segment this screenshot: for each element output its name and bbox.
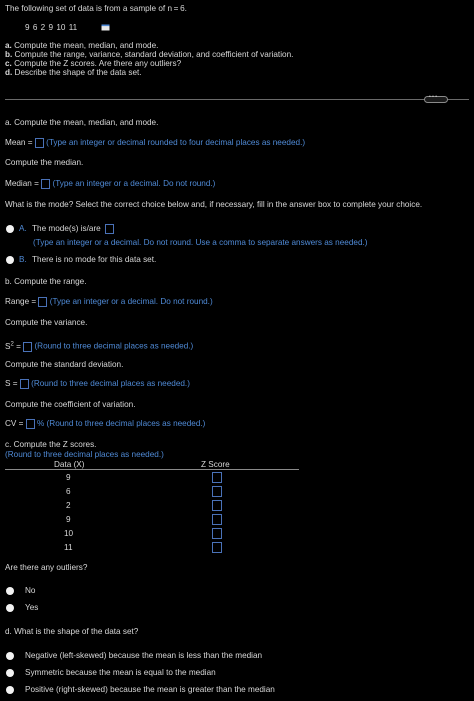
table-icon[interactable] bbox=[101, 24, 110, 31]
column-header-z-score: Z Score bbox=[201, 460, 230, 469]
range-input[interactable] bbox=[38, 297, 47, 307]
section-divider bbox=[5, 99, 469, 100]
z-score-input[interactable] bbox=[212, 514, 222, 525]
variance-input[interactable] bbox=[23, 342, 32, 352]
mode-choice-b[interactable]: B. There is no mode for this data set. bbox=[19, 255, 157, 264]
z-score-hint: (Round to three decimal places as needed.) bbox=[5, 450, 164, 459]
shape-symmetric-radio[interactable] bbox=[6, 669, 14, 677]
sd-row bbox=[5, 379, 190, 389]
table-header-rule bbox=[5, 469, 299, 470]
shape-positive-label[interactable]: Positive (right-skewed) because the mean is greater than the median bbox=[25, 685, 275, 694]
variance-row bbox=[5, 339, 193, 352]
part-a-summary: a. Compute the mean, median, and mode. bbox=[5, 41, 159, 50]
median-label: Median = bbox=[5, 179, 39, 189]
cv-prompt: Compute the coefficient of variation. bbox=[5, 400, 136, 409]
median-prompt: Compute the median. bbox=[5, 158, 84, 167]
outlier-prompt: Are there any outliers? bbox=[5, 563, 88, 572]
mode-choice-a-radio[interactable] bbox=[6, 225, 14, 233]
variance-label: $S^2$ = bbox=[5, 341, 21, 351]
outlier-no-label[interactable]: No bbox=[25, 586, 36, 595]
part-d-heading: d. What is the shape of the data set? bbox=[5, 627, 139, 636]
mean-row bbox=[5, 138, 305, 148]
z-score-input[interactable] bbox=[212, 528, 222, 539]
table-cell-data: 2 bbox=[66, 501, 71, 510]
mode-prompt: What is the mode? Select the correct choice below and, if necessary, fill in the answer box to complete your choice. bbox=[5, 200, 423, 209]
range-label: Range = bbox=[5, 297, 37, 307]
median-row bbox=[5, 179, 215, 189]
variance-hint: (Round to three decimal places as needed.) bbox=[34, 341, 194, 351]
shape-symmetric-label[interactable]: Symmetric because the mean is equal to the median bbox=[25, 668, 216, 677]
cv-hint: % (Round to three decimal places as needed.) bbox=[37, 419, 206, 429]
problem-intro: The following set of data is from a sample of n = 6. bbox=[5, 4, 187, 13]
outlier-no-radio[interactable] bbox=[6, 587, 14, 595]
mode-choice-a[interactable]: A. The mode(s) is/are bbox=[19, 224, 114, 234]
z-score-input[interactable] bbox=[212, 472, 222, 483]
variance-prompt: Compute the variance. bbox=[5, 318, 88, 327]
median-hint: (Type an integer or a decimal. Do not round.) bbox=[52, 179, 216, 189]
part-a-heading: a. Compute the mean, median, and mode. bbox=[5, 118, 159, 127]
part-c-heading: c. Compute the Z scores. bbox=[5, 440, 97, 449]
sd-label: S = bbox=[5, 379, 18, 389]
range-row bbox=[5, 297, 213, 307]
part-d-summary: d. Describe the shape of the data set. bbox=[5, 68, 142, 77]
outlier-yes-radio[interactable] bbox=[6, 604, 14, 612]
table-cell-data: 6 bbox=[66, 487, 71, 496]
table-cell-data: 9 bbox=[66, 473, 71, 482]
part-b-heading: b. Compute the range. bbox=[5, 277, 87, 286]
table-cell-data: 11 bbox=[64, 543, 73, 552]
part-c-summary: c. Compute the Z scores. Are there any outliers? bbox=[5, 59, 182, 68]
z-score-input[interactable] bbox=[212, 486, 222, 497]
sd-prompt: Compute the standard deviation. bbox=[5, 360, 124, 369]
mean-input[interactable] bbox=[35, 138, 44, 148]
mean-hint: (Type an integer or decimal rounded to four decimal places as needed.) bbox=[46, 138, 306, 148]
cv-input[interactable] bbox=[26, 419, 35, 429]
outlier-yes-label[interactable]: Yes bbox=[25, 603, 39, 612]
shape-negative-radio[interactable] bbox=[6, 652, 14, 660]
sd-hint: (Round to three decimal places as needed.) bbox=[31, 379, 190, 389]
mode-choice-b-radio[interactable] bbox=[6, 256, 14, 264]
table-cell-data: 10 bbox=[64, 529, 74, 538]
part-b-summary: b. Compute the range, variance, standard deviation, and coefficient of variation. bbox=[5, 50, 294, 59]
column-header-data: Data (X) bbox=[54, 460, 85, 469]
z-score-input[interactable] bbox=[212, 542, 222, 553]
median-input[interactable] bbox=[41, 179, 50, 189]
expand-more-button[interactable] bbox=[424, 96, 448, 103]
mode-input[interactable] bbox=[105, 224, 114, 234]
cv-label: CV = bbox=[5, 419, 24, 429]
mode-hint: (Type an integer or a decimal. Do not round. Use a comma to separate answers as needed.) bbox=[33, 238, 368, 247]
sd-input[interactable] bbox=[20, 379, 29, 389]
z-score-input[interactable] bbox=[212, 500, 222, 511]
shape-negative-label[interactable]: Negative (left-skewed) because the mean is less than the median bbox=[25, 651, 263, 660]
range-hint: (Type an integer or a decimal. Do not round.) bbox=[49, 297, 213, 307]
table-cell-data: 9 bbox=[66, 515, 71, 524]
shape-positive-radio[interactable] bbox=[6, 686, 14, 694]
cv-row bbox=[5, 419, 205, 429]
mean-label: Mean = bbox=[5, 138, 33, 148]
data-values: 9 6 2 9 10 11 bbox=[25, 23, 78, 32]
